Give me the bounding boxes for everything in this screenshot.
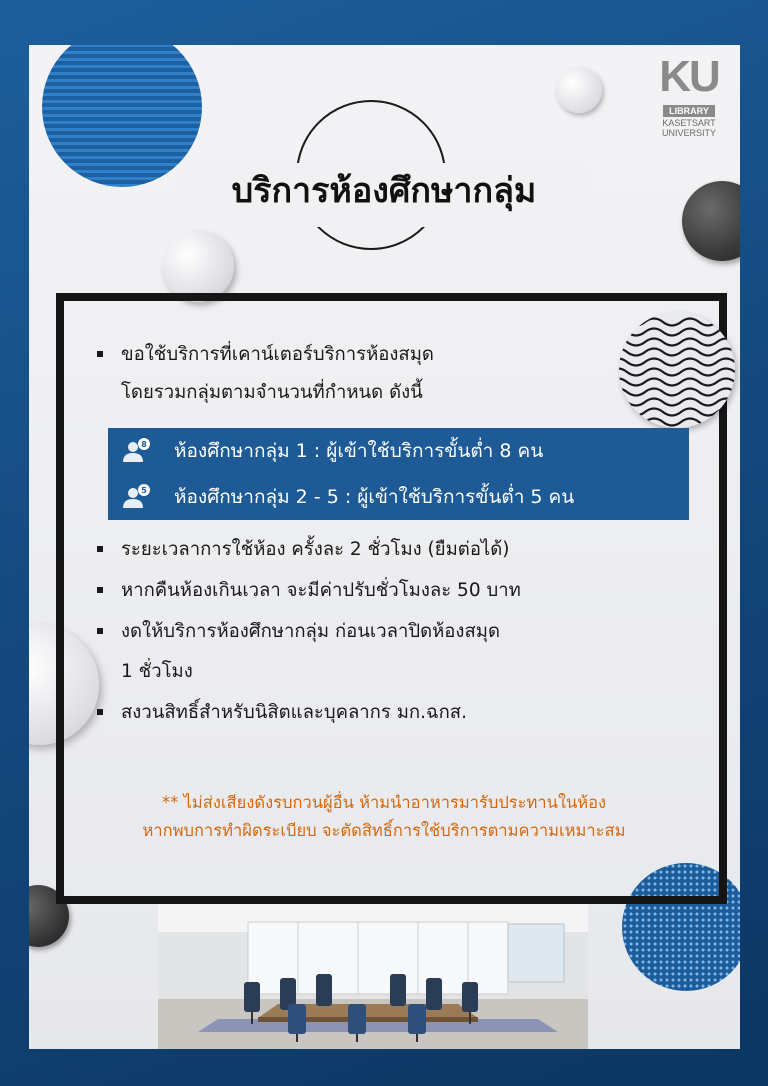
logo-org-line1: KASETSART	[662, 118, 716, 128]
rule-text-cont: โดยรวมกลุ่มตามจำนวนที่กำหนด ดังนี้	[121, 382, 423, 403]
bullet-marker	[97, 628, 103, 634]
rules-list	[95, 341, 675, 727]
page-title: บริการห้องศึกษากลุ่ม	[231, 171, 537, 211]
notice-line2: หากพบการทำผิดระเบียบ จะตัดสิทธิ์การใช้บริการตามความเหมาะสม	[142, 821, 626, 840]
badge-count: 5	[141, 486, 147, 495]
rule-item	[95, 618, 675, 686]
rule-item	[95, 536, 675, 564]
logo-org-line2: UNIVERSITY	[661, 128, 716, 138]
person-badge-icon	[122, 484, 152, 510]
badge-count: 8	[141, 440, 147, 449]
rule-text: ขอใช้บริการที่เคาน์เตอร์บริการห้องสมุด	[121, 344, 434, 365]
rule-text: สงวนสิทธิ์สำหรับนิสิตและบุคลากร มก.ฉกส.	[121, 702, 467, 723]
bullet-marker	[97, 709, 103, 715]
rule-text: ระยะเวลาการใช้ห้อง ครั้งละ 2 ชั่วโมง (ยืมต่อได้)	[121, 539, 510, 560]
decor-circle-small	[556, 67, 602, 113]
bullet-marker	[97, 351, 103, 357]
room-group-label: ห้องศึกษากลุ่ม 2 - 5 : ผู้เข้าใช้บริการขั้นต่ำ 5 คน	[174, 486, 575, 508]
rule-item	[95, 699, 675, 727]
rule-item	[95, 341, 675, 407]
logo-mark: KU	[659, 52, 719, 101]
room-groups-box	[108, 428, 689, 520]
bullet-marker	[97, 546, 103, 552]
notice-line1: ** ไม่ส่งเสียงดังรบกวนผู้อื่น ห้ามนำอาหารมารับประทานในห้อง	[161, 793, 607, 812]
ku-library-logo	[647, 52, 731, 138]
rule-text: หากคืนห้องเกินเวลา จะมีค่าปรับชั่วโมงละ 50 บาท	[121, 580, 521, 601]
rule-text: งดให้บริการห้องศึกษากลุ่ม ก่อนเวลาปิดห้องสมุด	[121, 621, 500, 642]
room-group-row	[108, 474, 689, 520]
meeting-room-illustration	[158, 904, 588, 1049]
room-group-label: ห้องศึกษากลุ่ม 1 : ผู้เข้าใช้บริการขั้นต่ำ 8 คน	[174, 440, 544, 462]
rule-text-cont: 1 ชั่วโมง	[121, 661, 193, 682]
poster-sheet	[29, 45, 740, 1049]
room-group-row	[108, 428, 689, 474]
decor-circle-mid	[162, 230, 234, 302]
logo-library-label: LIBRARY	[663, 105, 715, 117]
rule-item	[95, 577, 675, 605]
person-badge-icon	[122, 438, 152, 464]
notice-text	[69, 789, 699, 845]
bullet-marker	[97, 587, 103, 593]
decor-circle-dark	[682, 181, 740, 261]
